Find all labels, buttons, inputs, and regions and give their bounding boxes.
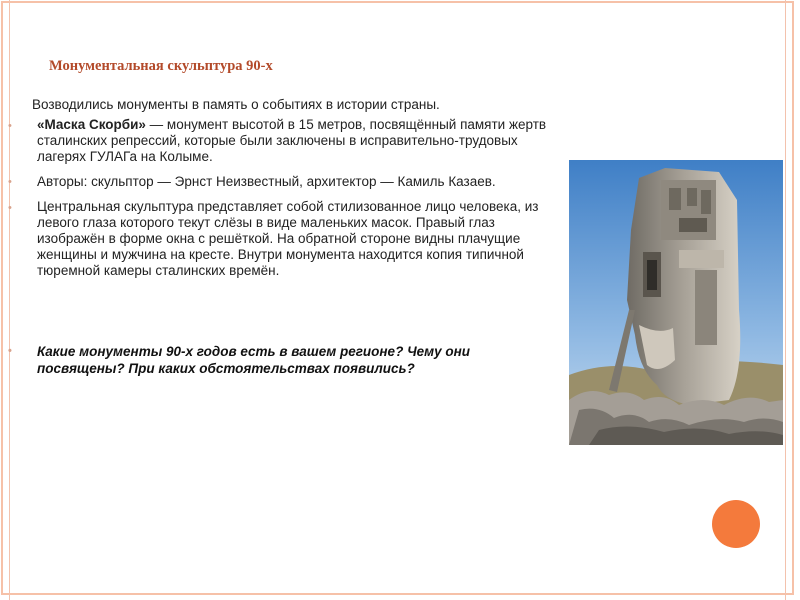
question-item (8, 343, 557, 377)
bullet-text: — монумент высотой в 15 метров, посвящённый памяти жертв сталинских репрессий, которые были заключены в исправительно-трудовых лагерях ГУЛАГа на Колыме. (37, 117, 547, 164)
bullet-dot-icon: • (8, 345, 12, 357)
frame-line-left (9, 0, 10, 600)
monument-photo (569, 160, 783, 445)
slide-title: Монументальная скульптура 90-х (49, 58, 273, 74)
bullet-item (8, 117, 547, 165)
bullet-strong: «Маска Скорби» (37, 117, 146, 132)
bullet-list (8, 117, 547, 287)
bullet-item (8, 199, 547, 279)
bullet-dot-icon: • (8, 202, 12, 214)
bullet-text: Авторы: скульптор — Эрнст Неизвестный, архитектор — Камиль Казаев. (37, 174, 496, 189)
bullet-dot-icon: • (8, 176, 12, 188)
lead-text: Возводились монументы в память о событиях в истории страны. (32, 97, 440, 112)
bullet-text: Центральная скульптура представляет собой стилизованное лицо человека, из левого глаза которого текут слёзы в виде маленьких масок. Правый глаз изображён в форме окна с решёткой. На обратной стороне видны плачущие женщины и мужчина на кресте. Внутри монумента находится копия типичной тюремной камеры сталинских времён. (37, 199, 539, 278)
bullet-dot-icon: • (8, 120, 12, 132)
frame-line-right (785, 0, 786, 600)
question-text: Какие монументы 90-х годов есть в вашем регионе? Чему они посвящены? При каких обстоятельствах появились? (37, 344, 471, 376)
decorative-circle (712, 500, 760, 548)
bullet-item (8, 173, 547, 191)
